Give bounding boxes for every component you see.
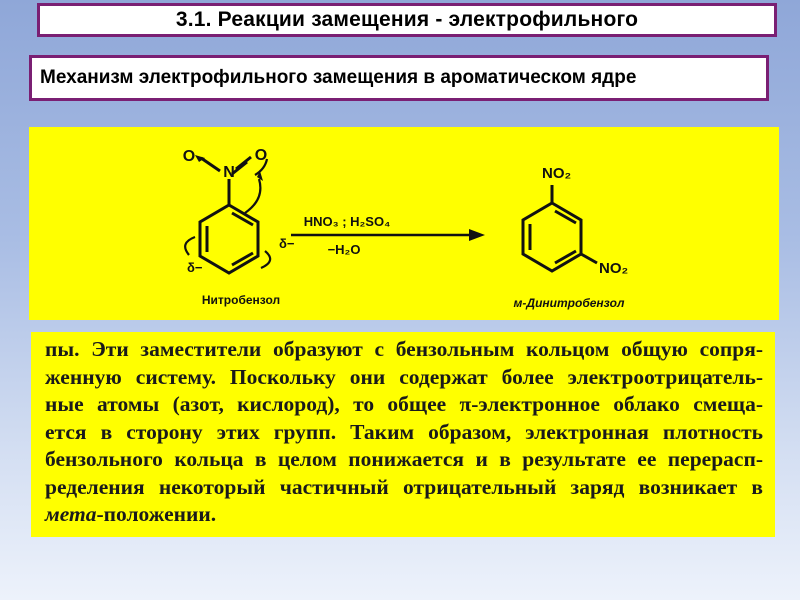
reagent-top: HNO₃ ; H₂SO₄ (303, 214, 391, 229)
reaction-arrow (291, 229, 485, 241)
ring-double-bond (555, 251, 576, 263)
n-o-bond (201, 158, 220, 171)
nitro-o-left-label: O (182, 148, 196, 165)
meta-term: мета (45, 502, 97, 526)
nitro-o-right-label: O (254, 147, 268, 164)
product-no2-bottom: NO₂ (599, 260, 629, 277)
excerpt-line: пы. Эти заместители образуют с бензольным кольцом общую сопря- (45, 337, 763, 361)
ring-double-bond (555, 211, 576, 223)
dinitrobenzene-structure (523, 185, 597, 271)
benzene-ring-product (523, 203, 581, 271)
reagent-bottom: −H₂O (327, 242, 361, 257)
electron-shift-arrow (261, 251, 270, 268)
slide-subtitle: Механизм электрофильного замещения в ароматическом ядре (29, 55, 769, 101)
reaction-scheme-panel (29, 127, 779, 320)
slide-title: 3.1. Реакции замещения - электрофильного (37, 3, 777, 37)
excerpt-last-line: мета-положении. (45, 502, 217, 526)
delta-minus-right: δ− (279, 236, 295, 251)
ring-double-bond (232, 213, 253, 225)
ring-double-bond (232, 253, 253, 265)
excerpt-line: ется в сторону этих групп. Таким образом, электронная плотность (45, 419, 763, 444)
text-excerpt-panel (31, 332, 775, 537)
excerpt-line: ределения некоторый частичный отрицательный заряд возникает в (45, 474, 763, 499)
product-name: м-Динитробензол (513, 296, 625, 310)
electron-shift-arrow (245, 179, 260, 213)
reaction-scheme (29, 127, 779, 320)
product-no2-top: NO₂ (542, 165, 572, 182)
reactant-name: Нитробензол (201, 293, 281, 307)
c-n-bond (581, 254, 597, 263)
excerpt-paragraph (45, 336, 763, 529)
excerpt-line: бензольного кольца в целом понижается и в результате ее перерасп- (45, 447, 763, 471)
nitro-n-label: N (223, 164, 235, 181)
delta-minus-left: δ− (187, 260, 203, 275)
benzene-ring-reactant (200, 205, 258, 273)
excerpt-line: женную систему. Поскольку они содержат более электроотрицатель- (45, 364, 763, 389)
excerpt-line: ные атомы (азот, кислород), то общее π-электронное облако смеща- (45, 392, 763, 416)
electron-shift-arrow (185, 237, 195, 255)
